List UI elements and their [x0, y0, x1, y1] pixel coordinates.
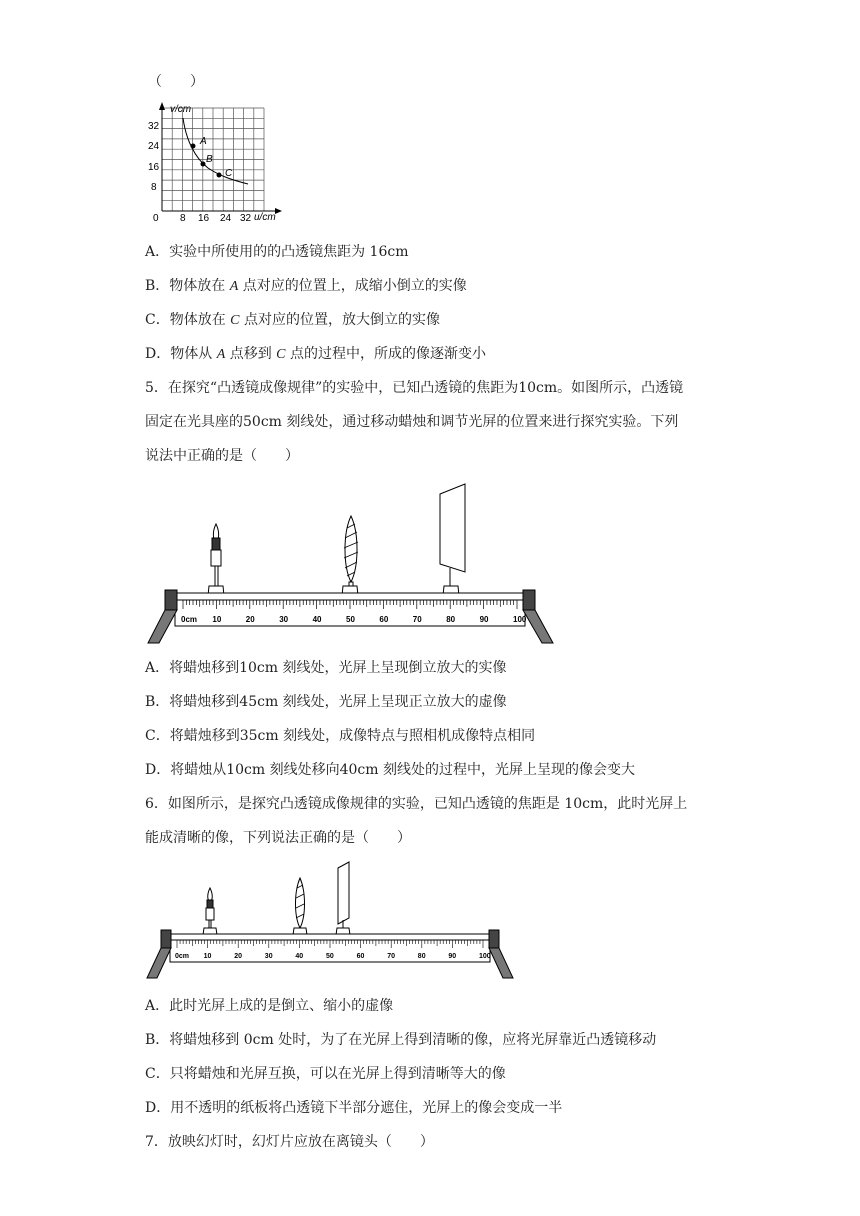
ruler-label: 40	[295, 953, 304, 960]
q4-x-tick: 32	[240, 213, 252, 224]
ruler-label: 90	[448, 953, 457, 960]
q5-option-a: A．将蜡烛移到10cm 刻线处，光屏上呈现倒立放大的实像	[145, 660, 507, 676]
q6-option-b: B．将蜡烛移到 0cm 处时，为了在光屏上得到清晰的像，应将光屏靠近凸透镜移动	[145, 1032, 657, 1048]
ruler-label: 50	[326, 953, 334, 960]
ruler-label: 70	[412, 615, 422, 624]
ruler-label: 80	[446, 615, 456, 624]
q4-y-axis-label: v/cm	[170, 104, 192, 115]
q6-option-c: C．只将蜡烛和光屏互换，可以在光屏上得到清晰等大的像	[145, 1066, 506, 1082]
ruler-label: 30	[264, 953, 273, 960]
ruler-label: 10	[212, 615, 222, 624]
q6-option-a: A．此时光屏上成的是倒立、缩小的虚像	[145, 998, 394, 1014]
q4-y-tick: 24	[148, 141, 160, 152]
ruler-label: 100	[513, 615, 527, 624]
light-screen	[338, 862, 349, 932]
ruler-label: 60	[356, 953, 365, 960]
q4-option-d: D．物体从 A 点移到 C 点的过程中，所成的像逐渐变小	[145, 346, 486, 362]
q4-point-a	[191, 144, 196, 149]
q5-optical-bench	[145, 478, 560, 648]
q4-x-tick: 0	[153, 213, 159, 224]
q4-x-tick: 16	[198, 213, 210, 224]
q6-optical-bench	[145, 858, 525, 986]
ruler-label: 70	[387, 953, 395, 960]
q6-stem-line1: 6．如图所示，是探究凸透镜成像规律的实验，已知凸透镜的焦距是 10cm，此时光屏上	[145, 796, 688, 812]
q4-option-a: A．实验中所使用的的凸透镜焦距为 16cm	[145, 244, 409, 260]
q4-option-b: B．物体放在 A 点对应的位置上，成缩小倒立的实像	[145, 278, 467, 294]
ruler-label: 60	[379, 615, 389, 624]
ruler-label: 40	[312, 615, 322, 624]
q5-stem-line3: 说法中正确的是（ ）	[145, 448, 299, 464]
q5-option-d: D．将蜡烛从10cm 刻线处移向40cm 刻线处的过程中，光屏上呈现的像会变大	[145, 762, 635, 778]
ruler-label: 100	[479, 953, 491, 960]
q5-stem-line2: 固定在光具座的50cm 刻线处，通过移动蜡烛和调节光屏的位置来进行探究实验。下列	[145, 414, 679, 430]
q4-point-label-a: A	[200, 136, 207, 147]
q5-option-c: C．将蜡烛移到35cm 刻线处，成像特点与照相机成像特点相同	[145, 728, 536, 744]
convex-lens	[296, 878, 305, 928]
q4-point-b	[201, 162, 206, 167]
ruler-label: 10	[203, 953, 212, 960]
q4-x-axis-label: u/cm	[254, 212, 276, 223]
q4-y-tick: 16	[148, 162, 160, 173]
q4-x-tick: 8	[180, 213, 186, 224]
q4-point-label-c: C	[225, 168, 233, 179]
q5-stem-line1: 5．在探究“凸透镜成像规律”的实验中，已知凸透镜的焦距为10cm。如图所示，凸透镜	[145, 380, 684, 396]
q4-graph	[140, 100, 290, 225]
light-screen	[440, 484, 465, 590]
ruler-label: 20	[245, 615, 255, 624]
q5-option-b: B．将蜡烛移到45cm 刻线处，光屏上呈现正立放大的虚像	[145, 694, 507, 710]
q4-y-tick: 8	[151, 182, 157, 193]
q4-point-c	[217, 173, 222, 178]
q4-point-label-b: B	[206, 154, 213, 165]
q4-answer-bracket: （ ）	[148, 74, 204, 90]
q4-x-tick: 24	[220, 213, 232, 224]
candle	[211, 524, 221, 586]
ruler-label: 90	[479, 615, 489, 624]
candle	[206, 888, 214, 932]
ruler-label: 0cm	[175, 953, 190, 960]
convex-lens	[344, 516, 358, 588]
q6-option-d: D．用不透明的纸板将凸透镜下半部分遮住，光屏上的像会变成一半	[145, 1100, 563, 1116]
q4-option-c: C．物体放在 C 点对应的位置，放大倒立的实像	[145, 312, 440, 328]
ruler-label: 30	[279, 615, 289, 624]
q4-y-tick: 32	[148, 121, 160, 132]
ruler-label: 80	[417, 953, 426, 960]
ruler-label: 50	[346, 615, 355, 624]
ruler-label: 20	[234, 953, 242, 960]
ruler-label: 0cm	[181, 615, 198, 624]
q7-stem-line1: 7．放映幻灯时，幻灯片应放在离镜头（ ）	[145, 1134, 434, 1150]
q6-stem-line2: 能成清晰的像，下列说法正确的是（ ）	[145, 830, 411, 846]
